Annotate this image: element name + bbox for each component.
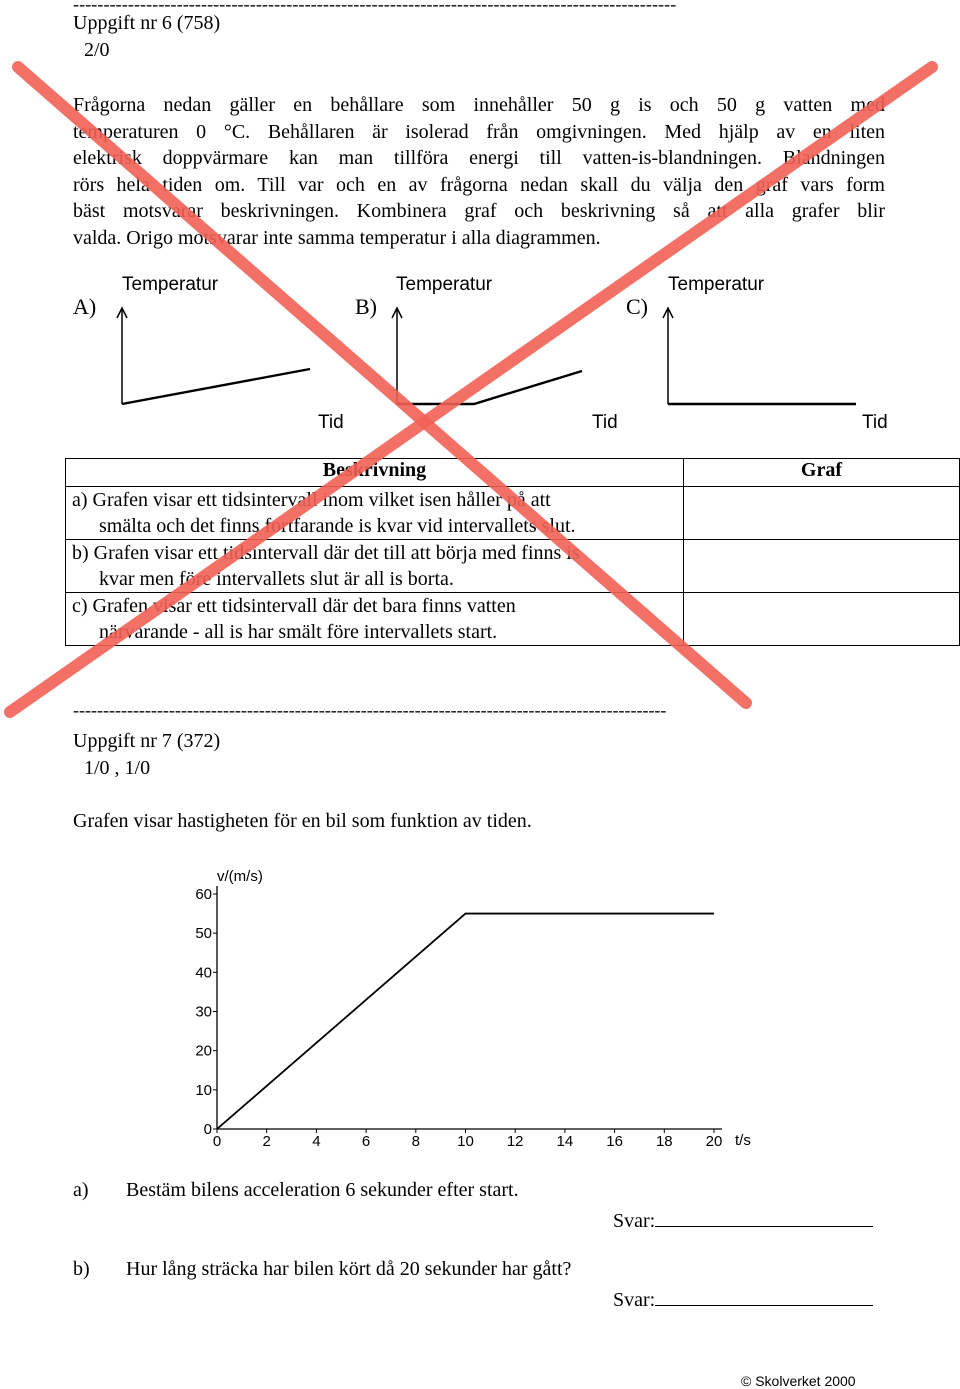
cross-stroke	[10, 67, 932, 712]
graph-a-ylabel: Temperatur	[122, 274, 219, 295]
description-line: c) Grafen visar ett tidsintervall där det bara finns vatten	[72, 595, 516, 617]
description-line: kvar men före intervallets slut är all is borta.	[99, 568, 454, 590]
task6-intro-line: temperaturen 0 °C. Behållaren är isolerad från omgivningen. Med hjälp av en liten	[73, 120, 885, 143]
x-tick-label: 0	[212, 1133, 222, 1150]
graph-b-ylabel: Temperatur	[396, 274, 493, 295]
separator-top: ---------------------------------------------------------------------------------------------------	[73, 0, 677, 14]
graph-c-letter: C)	[626, 294, 648, 319]
separator-middle: ---------------------------------------------------------------------------------------------------	[73, 700, 667, 720]
task6-points: 2/0	[84, 39, 110, 61]
x-tick-label: 4	[312, 1133, 321, 1150]
description-line: närvarande - all is har smält före intervallets start.	[99, 621, 498, 643]
y-tick-label: 0	[203, 1121, 212, 1138]
x-tick-label: 10	[457, 1133, 474, 1150]
x-tick-label: 16	[606, 1133, 623, 1150]
task7-points: 1/0 , 1/0	[84, 757, 151, 779]
x-tick-label: 6	[361, 1133, 371, 1150]
y-tick-label: 20	[195, 1042, 212, 1060]
x-tick-label: 2	[262, 1133, 271, 1150]
task6-intro-line: bäst motsvarar beskrivningen. Kombinera graf och beskrivning så att alla grafer blir	[73, 200, 885, 223]
graph-c-ylabel: Temperatur	[668, 274, 765, 295]
x-tick-label: 18	[655, 1133, 673, 1150]
task6-intro-line: elektrisk doppvärmare kan man tillföra energi till vatten-is-blandningen. Blandningen	[73, 147, 885, 170]
description-line: smälta och det finns fortfarande is kvar vid intervallets slut.	[99, 515, 576, 537]
footer-copyright: © Skolverket 2000	[741, 1373, 856, 1389]
y-axis-label: v/(m/s)	[217, 868, 263, 885]
task7-heading: Uppgift nr 7 (372)	[73, 730, 221, 752]
x-tick-label: 14	[556, 1133, 574, 1150]
task6-intro-line: valda. Origo motsvarar inte samma temperatur i alla diagrammen.	[73, 226, 601, 249]
x-axis-label: t/s	[735, 1132, 751, 1149]
graph-a-xlabel: Tid	[318, 412, 344, 433]
y-tick-label: 50	[195, 925, 212, 943]
task6-intro-line: rörs hela tiden om. Till var och en av frågorna nedan skall du välja den graf vars form	[73, 173, 885, 196]
y-tick-label: 40	[195, 964, 212, 982]
y-tick-label: 60	[195, 886, 212, 903]
cross-stroke	[18, 67, 746, 703]
answer-b-label: Svar:	[613, 1289, 656, 1311]
question-a-text: Bestäm bilens acceleration 6 sekunder efter start.	[126, 1179, 519, 1201]
answer-a-label: Svar:	[613, 1210, 656, 1232]
graph-a-letter: A)	[73, 294, 97, 319]
table-header-graph: Graf	[683, 459, 959, 487]
table-header-description: Beskrivning	[66, 459, 684, 487]
description-line: a) Grafen visar ett tidsintervall inom vilket isen håller på att	[72, 489, 551, 511]
graph-b-xlabel: Tid	[592, 412, 618, 433]
graph-c-xlabel: Tid	[862, 412, 888, 433]
task7-intro: Grafen visar hastigheten för en bil som funktion av tiden.	[73, 810, 532, 832]
question-b-label: b)	[73, 1258, 90, 1280]
y-tick-label: 30	[195, 1003, 212, 1021]
x-tick-label: 20	[705, 1133, 723, 1150]
graph-b-letter: B)	[355, 294, 377, 319]
question-b-text: Hur lång sträcka har bilen kört då 20 sekunder har gått?	[126, 1258, 572, 1280]
description-line: b) Grafen visar ett tidsintervall där det till att börja med finns is	[72, 542, 580, 564]
task6-heading: Uppgift nr 6 (758)	[73, 12, 221, 34]
y-tick-label: 10	[195, 1081, 212, 1099]
task6-intro-line: Frågorna nedan gäller en behållare som innehåller 50 g is och 50 g vatten med	[73, 94, 885, 116]
x-tick-label: 12	[506, 1133, 524, 1150]
question-a-label: a)	[73, 1179, 89, 1201]
x-tick-label: 8	[411, 1133, 420, 1150]
